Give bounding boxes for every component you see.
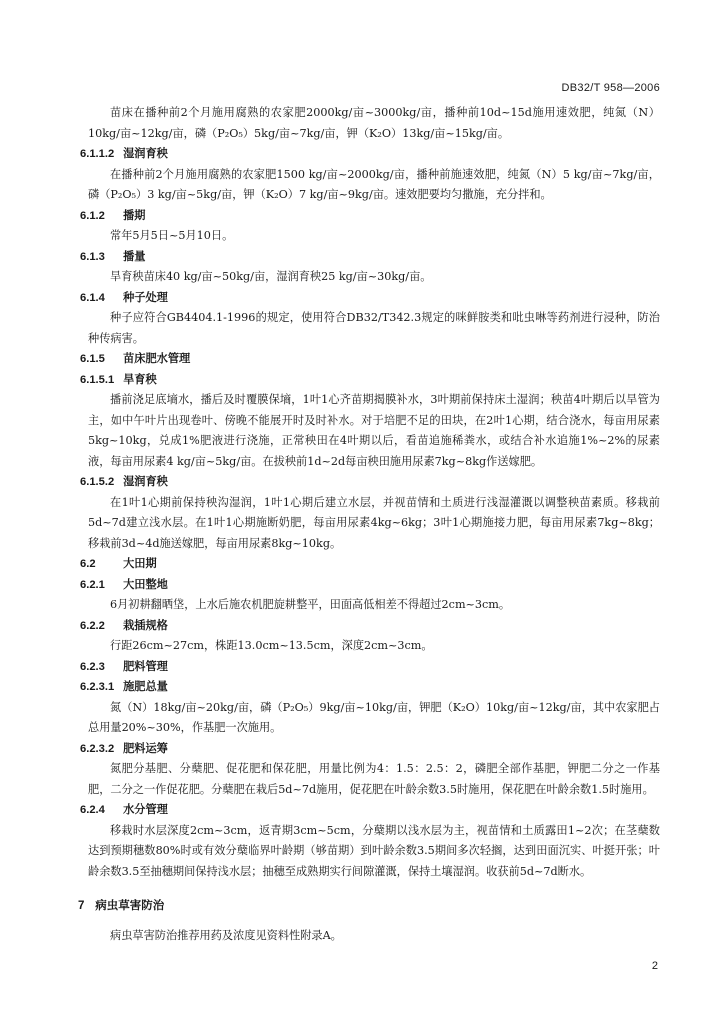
section-number: 6.2.3.1	[80, 681, 115, 693]
section-number: 6.1.2	[80, 209, 105, 222]
paragraph: 播前浇足底墒水，播后及时覆膜保墒，1叶1心齐苗期揭膜补水，3叶期前保持床土湿润；秧苗4叶期后以旱管为主，如中午叶片出现卷叶、傍晚不能展开时及时补水。对于培肥不足的田块，在2叶1心期，结合浇水，每亩用尿素5kg~10kg，兑成1%肥液进行浇施，正常秧田在4叶期以后，看苗追施稀粪水，或结合补水追施1%~2%的尿素液，每亩用尿素4 kg/亩~5kg/亩。在拔秧前1d~2d每亩秧田施用尿素7kg~8kg作送嫁肥。	[88, 393, 660, 468]
section-heading	[80, 677, 660, 698]
standard-code-header: DB32/T 958—2006	[561, 82, 660, 94]
chapter-heading	[78, 896, 660, 916]
section-heading	[80, 349, 660, 370]
section-title: 大田期	[123, 558, 157, 570]
section-heading	[80, 206, 660, 227]
section-heading	[80, 575, 660, 596]
paragraph: 氮肥分基肥、分蘖肥、促花肥和保花肥，用量比例为4：1.5：2.5：2，磷肥全部作基肥，钾肥二分之一作基肥，二分之一作促花肥。分蘖肥在栽后5d~7d施用，促花肥在叶龄余数3.5时施用，保花肥在叶龄余数1.5时施用。	[88, 762, 660, 796]
paragraph: 6月初耕翻晒垡，上水后施农机肥旋耕整平，田面高低相差不得超过2cm~3cm。	[110, 598, 511, 611]
section-number: 6.2.1	[80, 578, 105, 591]
paragraph: 病虫草害防治推荐用药及浓度见资料性附录A。	[110, 929, 342, 942]
section-number: 6.1.5.2	[80, 476, 115, 488]
section-title: 湿润育秧	[123, 148, 168, 160]
section-title: 湿润育秧	[123, 476, 168, 488]
section-title: 肥料管理	[123, 660, 168, 673]
section-number: 6.1.3	[80, 250, 105, 263]
section-title: 肥料运筹	[123, 742, 168, 755]
document-body	[78, 103, 660, 947]
section-heading	[80, 800, 660, 821]
section-number: 6.2.3.2	[80, 742, 115, 755]
section-title: 苗床肥水管理	[123, 353, 191, 365]
section-title: 播量	[123, 250, 146, 263]
paragraph: 旱育秧苗床40 kg/亩~50kg/亩，湿润育秧25 kg/亩~30kg/亩。	[110, 270, 432, 283]
section-heading	[80, 144, 660, 165]
chapter-number: 7	[78, 900, 85, 912]
paragraph: 移栽时水层深度2cm~3cm，返青期3cm~5cm，分蘖期以浅水层为主，视苗情和土质露田1~2次；在茎蘖数达到预期穗数80%时或有效分蘖临界叶龄期（够苗期）到叶龄余数3.5期间多次轻搁，达到田面沉实、叶挺开张；叶龄余数3.5至抽穗期间保持浅水层；抽穗至成熟期实行间隙灌溉，保持土壤湿润。收获前5d~7d断水。	[88, 823, 660, 878]
section-title: 大田整地	[123, 578, 168, 591]
paragraph: 常年5月5日~5月10日。	[110, 229, 234, 242]
paragraph: 行距26cm~27cm，株距13.0cm~13.5cm，深度2cm~3cm。	[110, 639, 433, 652]
section-title: 栽插规格	[123, 619, 168, 632]
section-heading	[80, 554, 660, 575]
section-number: 6.1.5.1	[80, 373, 115, 386]
section-heading	[80, 616, 660, 637]
section-number: 6.2.2	[80, 619, 105, 632]
section-number: 6.2.4	[80, 804, 105, 816]
paragraph: 在1叶1心期前保持秧沟湿润，1叶1心期后建立水层，并视苗情和土质进行浅湿灌溉以调整秧苗素质。移栽前5d~7d建立浅水层。在1叶1心期施断奶肥，每亩用尿素4kg~6kg；3叶1心期施接力肥，每亩用尿素7kg~8kg；移栽前3d~4d施送嫁肥，每亩用尿素8kg~10kg。	[88, 495, 660, 550]
section-number: 6.1.4	[80, 291, 105, 304]
section-heading	[80, 472, 660, 493]
section-title: 种子处理	[123, 291, 168, 304]
paragraph: 在播种前2个月施用腐熟的农家肥1500 kg/亩~2000kg/亩，播种前施速效肥，纯氮（N）5 kg/亩~7kg/亩，磷（P₂O₅）3 kg/亩~5kg/亩，钾（K₂O）7 kg/亩~9kg/亩。速效肥要均匀撒施，充分拌和。	[88, 167, 660, 201]
section-title: 播期	[123, 209, 146, 222]
page-number: 2	[651, 960, 658, 972]
section-heading	[80, 739, 660, 760]
section-number: 6.1.5	[80, 353, 105, 365]
section-heading	[80, 288, 660, 309]
chapter-title: 病虫草害防治	[95, 900, 165, 912]
paragraph: 苗床在播种前2个月施用腐熟的农家肥2000kg/亩~3000kg/亩，播种前10d~15d施用速效肥，纯氮（N）10kg/亩~12kg/亩，磷（P₂O₅）5kg/亩~7kg/亩，钾（K₂O）13kg/亩~15kg/亩。	[88, 106, 660, 140]
section-number: 6.2	[80, 558, 96, 570]
section-number: 6.1.1.2	[80, 148, 115, 160]
section-title: 施肥总量	[123, 681, 168, 693]
section-heading	[80, 657, 660, 678]
section-heading	[80, 247, 660, 268]
paragraph: 氮（N）18kg/亩~20kg/亩，磷（P₂O₅）9kg/亩~10kg/亩，钾肥（K₂O）10kg/亩~12kg/亩，其中农家肥占总用量20%~30%，作基肥一次施用。	[88, 700, 660, 734]
section-title: 旱育秧	[123, 373, 157, 386]
section-number: 6.2.3	[80, 660, 105, 673]
paragraph: 种子应符合GB4404.1-1996的规定，使用符合DB32/T342.3规定的咪鲜胺类和吡虫啉等药剂进行浸种，防治种传病害。	[88, 311, 660, 345]
section-heading	[80, 370, 660, 391]
section-title: 水分管理	[123, 804, 168, 816]
